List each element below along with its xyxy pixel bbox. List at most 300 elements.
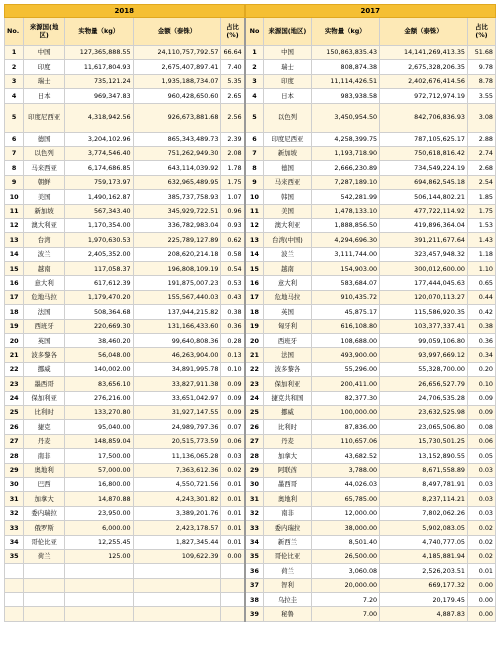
- y2018-amount-cell: 208,620,214.18: [133, 247, 221, 261]
- header-amount-right: 金额（泰铢）: [380, 18, 468, 46]
- y2018-amount-cell: 137,944,215.82: [133, 305, 221, 319]
- y2018-qty-cell: 2,405,352.00: [65, 247, 134, 261]
- y2017-share-cell: 9.78: [467, 60, 495, 74]
- y2017-no-cell: 9: [245, 175, 264, 189]
- table-row: [5, 463, 496, 477]
- y2018-qty-cell: 12,255.45: [65, 535, 134, 549]
- y2018-qty-cell: 1,970,630.53: [65, 233, 134, 247]
- y2017-qty-cell: 65,785.00: [311, 492, 380, 506]
- y2018-qty-cell: 735,121.24: [65, 74, 134, 88]
- y2017-amount-cell: 15,730,501.25: [380, 434, 468, 448]
- y2017-share-cell: 0.20: [467, 362, 495, 376]
- y2018-country-cell: 马来西亚: [24, 161, 65, 175]
- y2017-share-cell: 0.02: [467, 549, 495, 563]
- table-row: [5, 477, 496, 491]
- table-row: [5, 564, 496, 578]
- y2018-amount-cell: 24,110,757,792.57: [133, 46, 221, 60]
- y2017-qty-cell: 983,938.58: [311, 89, 380, 103]
- y2018-share-cell: 0.43: [221, 290, 245, 304]
- y2018-share-cell: 0.01: [221, 521, 245, 535]
- y2017-share-cell: 0.44: [467, 290, 495, 304]
- y2018-no-cell: 1: [5, 46, 24, 60]
- y2018-qty-cell: 759,173.97: [65, 175, 134, 189]
- y2018-country-cell: 意大利: [24, 276, 65, 290]
- table-row: [5, 262, 496, 276]
- table-row: [5, 60, 496, 74]
- table-row: [5, 391, 496, 405]
- y2017-no-cell: 32: [245, 506, 264, 520]
- y2017-qty-cell: 2,666,230.89: [311, 161, 380, 175]
- y2018-qty-cell: 38,460.20: [65, 334, 134, 348]
- header-no-left: No.: [5, 18, 24, 46]
- y2018-no-cell: 10: [5, 190, 24, 204]
- y2018-share-cell: 1.75: [221, 175, 245, 189]
- y2017-qty-cell: 7.00: [311, 607, 380, 621]
- table-row: [5, 492, 496, 506]
- y2018-no-cell: 3: [5, 74, 24, 88]
- y2017-qty-cell: 12,000.00: [311, 506, 380, 520]
- y2018-country-cell: 瑞士: [24, 74, 65, 88]
- y2017-amount-cell: 4,740,777.05: [380, 535, 468, 549]
- y2017-no-cell: 15: [245, 262, 264, 276]
- y2018-amount-cell: 632,965,489.95: [133, 175, 221, 189]
- y2017-no-cell: 24: [245, 391, 264, 405]
- table-body: [5, 46, 496, 622]
- y2017-share-cell: 1.53: [467, 218, 495, 232]
- header-no-right: No: [245, 18, 264, 46]
- y2018-amount-cell: 1,935,188,734.07: [133, 74, 221, 88]
- table-row: [5, 247, 496, 261]
- y2017-share-cell: 0.00: [467, 607, 495, 621]
- y2018-share-cell: 0.93: [221, 218, 245, 232]
- y2018-country-cell: 奥地利: [24, 463, 65, 477]
- y2017-share-cell: 0.08: [467, 420, 495, 434]
- y2018-qty-cell: 117,058.37: [65, 262, 134, 276]
- y2018-qty-cell: 125.00: [65, 549, 134, 563]
- y2018-country-cell: 墨西哥: [24, 377, 65, 391]
- table-row: [5, 348, 496, 362]
- table-row: [5, 276, 496, 290]
- y2017-share-cell: 1.10: [467, 262, 495, 276]
- y2017-qty-cell: 910,435.72: [311, 290, 380, 304]
- y2018-country-cell: [24, 593, 65, 607]
- y2017-amount-cell: 26,656,527.79: [380, 377, 468, 391]
- y2017-qty-cell: 7,287,189.10: [311, 175, 380, 189]
- y2018-no-cell: 25: [5, 405, 24, 419]
- y2017-country-cell: 危地马拉: [264, 290, 311, 304]
- y2018-no-cell: 19: [5, 319, 24, 333]
- y2018-no-cell: 20: [5, 334, 24, 348]
- y2017-share-cell: 2.68: [467, 161, 495, 175]
- y2017-share-cell: 0.34: [467, 348, 495, 362]
- table-row: [5, 190, 496, 204]
- y2018-share-cell: 66.64: [221, 46, 245, 60]
- y2018-share-cell: 0.58: [221, 247, 245, 261]
- y2017-share-cell: 0.65: [467, 276, 495, 290]
- y2017-country-cell: 瑞士: [264, 60, 311, 74]
- year-2017-label: 2017: [245, 5, 496, 18]
- y2017-amount-cell: 5,902,083.05: [380, 521, 468, 535]
- y2018-country-cell: 捷克: [24, 420, 65, 434]
- y2017-no-cell: 14: [245, 247, 264, 261]
- y2018-no-cell: 29: [5, 463, 24, 477]
- y2018-no-cell: 15: [5, 262, 24, 276]
- y2017-no-cell: 10: [245, 190, 264, 204]
- y2018-qty-cell: 3,774,546.40: [65, 146, 134, 160]
- y2018-share-cell: 0.96: [221, 204, 245, 218]
- y2018-qty-cell: 508,364.68: [65, 305, 134, 319]
- column-header-row: [5, 18, 496, 46]
- header-amount-left: 金额（泰铢）: [133, 18, 221, 46]
- y2017-qty-cell: 26,500.00: [311, 549, 380, 563]
- y2018-amount-cell: 926,673,881.68: [133, 103, 221, 132]
- y2017-country-cell: 马来西亚: [264, 175, 311, 189]
- y2017-qty-cell: 3,788.00: [311, 463, 380, 477]
- y2017-country-cell: 新加坡: [264, 146, 311, 160]
- y2018-no-cell: 18: [5, 305, 24, 319]
- y2018-amount-cell: [133, 578, 221, 592]
- y2017-amount-cell: 8,237,114.21: [380, 492, 468, 506]
- y2017-qty-cell: 3,111,744.00: [311, 247, 380, 261]
- y2017-no-cell: 2: [245, 60, 264, 74]
- y2018-amount-cell: 31,927,147.55: [133, 405, 221, 419]
- y2018-country-cell: 西班牙: [24, 319, 65, 333]
- table-row: [5, 405, 496, 419]
- y2018-amount-cell: 4,550,721.56: [133, 477, 221, 491]
- y2018-no-cell: 5: [5, 103, 24, 132]
- y2018-amount-cell: 865,343,489.73: [133, 132, 221, 146]
- y2018-country-cell: 波多黎各: [24, 348, 65, 362]
- y2018-amount-cell: 751,262,949.30: [133, 146, 221, 160]
- y2017-country-cell: 以色列: [264, 103, 311, 132]
- y2018-amount-cell: 11,136,065.28: [133, 449, 221, 463]
- table-row: [5, 521, 496, 535]
- y2018-qty-cell: 617,612.39: [65, 276, 134, 290]
- y2018-no-cell: [5, 564, 24, 578]
- table-row: [5, 593, 496, 607]
- table-row: [5, 103, 496, 132]
- y2018-country-cell: 比利时: [24, 405, 65, 419]
- y2017-amount-cell: 787,105,625.17: [380, 132, 468, 146]
- header-qty-left: 实物量（kg）: [65, 18, 134, 46]
- y2017-amount-cell: 694,862,545.18: [380, 175, 468, 189]
- year-2018-label: 2018: [5, 5, 245, 18]
- y2017-share-cell: 0.00: [467, 593, 495, 607]
- table-row: [5, 46, 496, 60]
- y2018-amount-cell: [133, 607, 221, 621]
- table-row: [5, 319, 496, 333]
- y2017-no-cell: 29: [245, 463, 264, 477]
- y2018-amount-cell: 336,782,983.04: [133, 218, 221, 232]
- y2018-country-cell: 澳大利亚: [24, 218, 65, 232]
- y2018-share-cell: 0.53: [221, 276, 245, 290]
- y2017-amount-cell: 93,997,669.12: [380, 348, 468, 362]
- y2017-no-cell: 4: [245, 89, 264, 103]
- import-comparison-table: [4, 4, 496, 622]
- y2017-amount-cell: 2,675,328,206.35: [380, 60, 468, 74]
- y2017-country-cell: 日本: [264, 89, 311, 103]
- y2018-share-cell: 0.01: [221, 535, 245, 549]
- y2018-no-cell: 11: [5, 204, 24, 218]
- y2018-amount-cell: 1,827,345.44: [133, 535, 221, 549]
- y2017-country-cell: 墨西哥: [264, 477, 311, 491]
- y2017-amount-cell: 7,802,062.26: [380, 506, 468, 520]
- y2018-amount-cell: 155,567,440.03: [133, 290, 221, 304]
- header-country-left: 来源国(地区): [24, 18, 65, 46]
- y2018-share-cell: 0.54: [221, 262, 245, 276]
- y2018-amount-cell: 4,243,301.82: [133, 492, 221, 506]
- y2017-qty-cell: 87,836.00: [311, 420, 380, 434]
- y2018-no-cell: 31: [5, 492, 24, 506]
- table-row: [5, 89, 496, 103]
- y2018-amount-cell: 191,875,007.23: [133, 276, 221, 290]
- y2018-qty-cell: 3,204,102.96: [65, 132, 134, 146]
- y2017-qty-cell: 200,411.00: [311, 377, 380, 391]
- table-row: [5, 578, 496, 592]
- y2017-country-cell: 台湾(中国): [264, 233, 311, 247]
- y2018-country-cell: 挪威: [24, 362, 65, 376]
- y2017-share-cell: 1.18: [467, 247, 495, 261]
- table-row: [5, 233, 496, 247]
- y2017-amount-cell: 55,328,700.00: [380, 362, 468, 376]
- y2018-qty-cell: 969,347.83: [65, 89, 134, 103]
- y2018-qty-cell: 83,656.10: [65, 377, 134, 391]
- y2017-qty-cell: 20,000.00: [311, 578, 380, 592]
- y2018-country-cell: 以色列: [24, 146, 65, 160]
- y2017-share-cell: 1.43: [467, 233, 495, 247]
- y2017-no-cell: 1: [245, 46, 264, 60]
- table-row: [5, 420, 496, 434]
- y2017-amount-cell: 4,185,881.94: [380, 549, 468, 563]
- y2017-country-cell: 越南: [264, 262, 311, 276]
- y2017-country-cell: 波多黎各: [264, 362, 311, 376]
- y2017-no-cell: 38: [245, 593, 264, 607]
- y2017-share-cell: 0.02: [467, 521, 495, 535]
- y2017-qty-cell: 100,000.00: [311, 405, 380, 419]
- y2018-country-cell: 朝鲜: [24, 175, 65, 189]
- y2018-country-cell: 英国: [24, 334, 65, 348]
- y2018-country-cell: [24, 564, 65, 578]
- table-row: [5, 218, 496, 232]
- y2018-share-cell: 0.38: [221, 305, 245, 319]
- y2017-no-cell: 21: [245, 348, 264, 362]
- y2017-country-cell: 委内瑞拉: [264, 521, 311, 535]
- table-row: [5, 506, 496, 520]
- y2017-amount-cell: 477,722,114.92: [380, 204, 468, 218]
- y2018-amount-cell: 3,389,201.76: [133, 506, 221, 520]
- y2018-country-cell: 俄罗斯: [24, 521, 65, 535]
- y2017-share-cell: 0.03: [467, 463, 495, 477]
- year-header-row: [5, 5, 496, 18]
- y2017-qty-cell: 583,684.07: [311, 276, 380, 290]
- y2017-share-cell: 1.85: [467, 190, 495, 204]
- y2017-country-cell: 匈牙利: [264, 319, 311, 333]
- y2017-share-cell: 0.01: [467, 564, 495, 578]
- y2017-qty-cell: 110,657.06: [311, 434, 380, 448]
- y2017-qty-cell: 11,114,426.51: [311, 74, 380, 88]
- y2018-qty-cell: 140,002.00: [65, 362, 134, 376]
- y2017-share-cell: 3.55: [467, 89, 495, 103]
- y2017-qty-cell: 7.20: [311, 593, 380, 607]
- y2018-share-cell: 5.35: [221, 74, 245, 88]
- y2018-qty-cell: 17,500.00: [65, 449, 134, 463]
- y2018-no-cell: 23: [5, 377, 24, 391]
- y2017-amount-cell: 20,179.45: [380, 593, 468, 607]
- y2018-share-cell: 0.07: [221, 420, 245, 434]
- y2018-country-cell: 哥伦比亚: [24, 535, 65, 549]
- y2017-share-cell: 2.74: [467, 146, 495, 160]
- y2017-share-cell: 2.88: [467, 132, 495, 146]
- y2017-no-cell: 35: [245, 549, 264, 563]
- y2018-no-cell: 27: [5, 434, 24, 448]
- y2018-country-cell: 台湾: [24, 233, 65, 247]
- y2018-qty-cell: 133,270.80: [65, 405, 134, 419]
- y2017-share-cell: 0.02: [467, 535, 495, 549]
- y2017-amount-cell: 24,706,535.28: [380, 391, 468, 405]
- y2017-amount-cell: 323,457,948.32: [380, 247, 468, 261]
- y2017-qty-cell: 1,478,133.10: [311, 204, 380, 218]
- y2017-qty-cell: 8,501.40: [311, 535, 380, 549]
- y2017-no-cell: 22: [245, 362, 264, 376]
- y2018-no-cell: 33: [5, 521, 24, 535]
- y2018-no-cell: 26: [5, 420, 24, 434]
- y2017-country-cell: 西班牙: [264, 334, 311, 348]
- y2017-amount-cell: 300,012,600.00: [380, 262, 468, 276]
- y2018-amount-cell: 46,263,904.00: [133, 348, 221, 362]
- y2018-qty-cell: 567,343.40: [65, 204, 134, 218]
- y2018-qty-cell: 148,859.04: [65, 434, 134, 448]
- y2018-country-cell: 法国: [24, 305, 65, 319]
- y2018-no-cell: 30: [5, 477, 24, 491]
- header-qty-right: 实物量（kg）: [311, 18, 380, 46]
- y2018-share-cell: 0.03: [221, 449, 245, 463]
- y2017-qty-cell: 44,026.03: [311, 477, 380, 491]
- table-row: [5, 146, 496, 160]
- y2017-qty-cell: 108,688.00: [311, 334, 380, 348]
- y2018-amount-cell: [133, 564, 221, 578]
- y2017-no-cell: 17: [245, 290, 264, 304]
- y2017-no-cell: 31: [245, 492, 264, 506]
- y2017-country-cell: 波兰: [264, 247, 311, 261]
- y2018-share-cell: 0.01: [221, 506, 245, 520]
- y2018-country-cell: 越南: [24, 262, 65, 276]
- y2018-share-cell: 1.07: [221, 190, 245, 204]
- y2018-amount-cell: 385,737,758.93: [133, 190, 221, 204]
- y2017-country-cell: 韩国: [264, 190, 311, 204]
- y2018-qty-cell: 6,174,686.85: [65, 161, 134, 175]
- table-row: [5, 305, 496, 319]
- header-share-left: 占比(%): [221, 18, 245, 46]
- y2017-amount-cell: 99,059,106.80: [380, 334, 468, 348]
- y2017-no-cell: 39: [245, 607, 264, 621]
- y2018-country-cell: 日本: [24, 89, 65, 103]
- y2017-no-cell: 16: [245, 276, 264, 290]
- y2018-qty-cell: 4,318,942.56: [65, 103, 134, 132]
- y2017-share-cell: 0.05: [467, 449, 495, 463]
- y2017-no-cell: 23: [245, 377, 264, 391]
- y2017-amount-cell: 750,618,816.42: [380, 146, 468, 160]
- y2018-country-cell: [24, 578, 65, 592]
- y2017-share-cell: 0.03: [467, 506, 495, 520]
- y2017-country-cell: 丹麦: [264, 434, 311, 448]
- y2018-country-cell: 印度尼西亚: [24, 103, 65, 132]
- y2018-qty-cell: 1,170,354.00: [65, 218, 134, 232]
- y2017-qty-cell: 82,377.30: [311, 391, 380, 405]
- y2018-amount-cell: 20,515,773.59: [133, 434, 221, 448]
- y2018-country-cell: 保加利亚: [24, 391, 65, 405]
- header-country-right: 来源国(地区): [264, 18, 311, 46]
- y2017-share-cell: 0.03: [467, 492, 495, 506]
- y2018-no-cell: [5, 578, 24, 592]
- y2018-country-cell: 南非: [24, 449, 65, 463]
- y2018-no-cell: [5, 593, 24, 607]
- y2018-country-cell: 新加坡: [24, 204, 65, 218]
- y2017-qty-cell: 45,875.17: [311, 305, 380, 319]
- y2018-no-cell: 7: [5, 146, 24, 160]
- y2018-country-cell: 荷兰: [24, 549, 65, 563]
- y2018-country-cell: 美国: [24, 190, 65, 204]
- y2018-amount-cell: 960,428,650.60: [133, 89, 221, 103]
- y2017-share-cell: 2.54: [467, 175, 495, 189]
- y2017-no-cell: 18: [245, 305, 264, 319]
- y2017-amount-cell: 115,586,920.35: [380, 305, 468, 319]
- y2018-no-cell: 17: [5, 290, 24, 304]
- y2017-country-cell: 意大利: [264, 276, 311, 290]
- y2017-no-cell: 5: [245, 103, 264, 132]
- y2017-amount-cell: 23,065,506.80: [380, 420, 468, 434]
- y2017-amount-cell: 13,152,890.55: [380, 449, 468, 463]
- y2018-qty-cell: 1,179,470.20: [65, 290, 134, 304]
- table-row: [5, 290, 496, 304]
- y2018-share-cell: 2.08: [221, 146, 245, 160]
- y2017-country-cell: 南非: [264, 506, 311, 520]
- y2018-country-cell: 丹麦: [24, 434, 65, 448]
- y2018-no-cell: [5, 607, 24, 621]
- y2017-qty-cell: 55,296.00: [311, 362, 380, 376]
- y2018-qty-cell: 220,669.30: [65, 319, 134, 333]
- y2018-share-cell: 0.13: [221, 348, 245, 362]
- y2017-no-cell: 27: [245, 434, 264, 448]
- y2018-share-cell: [221, 593, 245, 607]
- y2018-share-cell: 1.78: [221, 161, 245, 175]
- y2017-qty-cell: 3,450,954.50: [311, 103, 380, 132]
- y2018-country-cell: 印度: [24, 60, 65, 74]
- table-row: [5, 535, 496, 549]
- y2018-share-cell: 0.62: [221, 233, 245, 247]
- y2017-share-cell: 0.42: [467, 305, 495, 319]
- y2017-no-cell: 19: [245, 319, 264, 333]
- y2017-amount-cell: 2,402,676,414.56: [380, 74, 468, 88]
- y2018-amount-cell: 2,423,178.57: [133, 521, 221, 535]
- y2018-share-cell: 2.56: [221, 103, 245, 132]
- y2017-country-cell: 新西兰: [264, 535, 311, 549]
- y2017-country-cell: 秘鲁: [264, 607, 311, 621]
- y2018-share-cell: 0.36: [221, 319, 245, 333]
- y2017-share-cell: 0.09: [467, 405, 495, 419]
- y2018-share-cell: 0.28: [221, 334, 245, 348]
- table-row: [5, 204, 496, 218]
- y2017-no-cell: 30: [245, 477, 264, 491]
- y2018-qty-cell: 23,950.00: [65, 506, 134, 520]
- y2017-no-cell: 25: [245, 405, 264, 419]
- y2018-no-cell: 28: [5, 449, 24, 463]
- y2017-amount-cell: 391,211,677.64: [380, 233, 468, 247]
- y2018-amount-cell: 24,989,797.36: [133, 420, 221, 434]
- table-row: [5, 74, 496, 88]
- y2018-no-cell: 35: [5, 549, 24, 563]
- y2018-amount-cell: 345,929,722.51: [133, 204, 221, 218]
- y2018-amount-cell: 7,363,612.36: [133, 463, 221, 477]
